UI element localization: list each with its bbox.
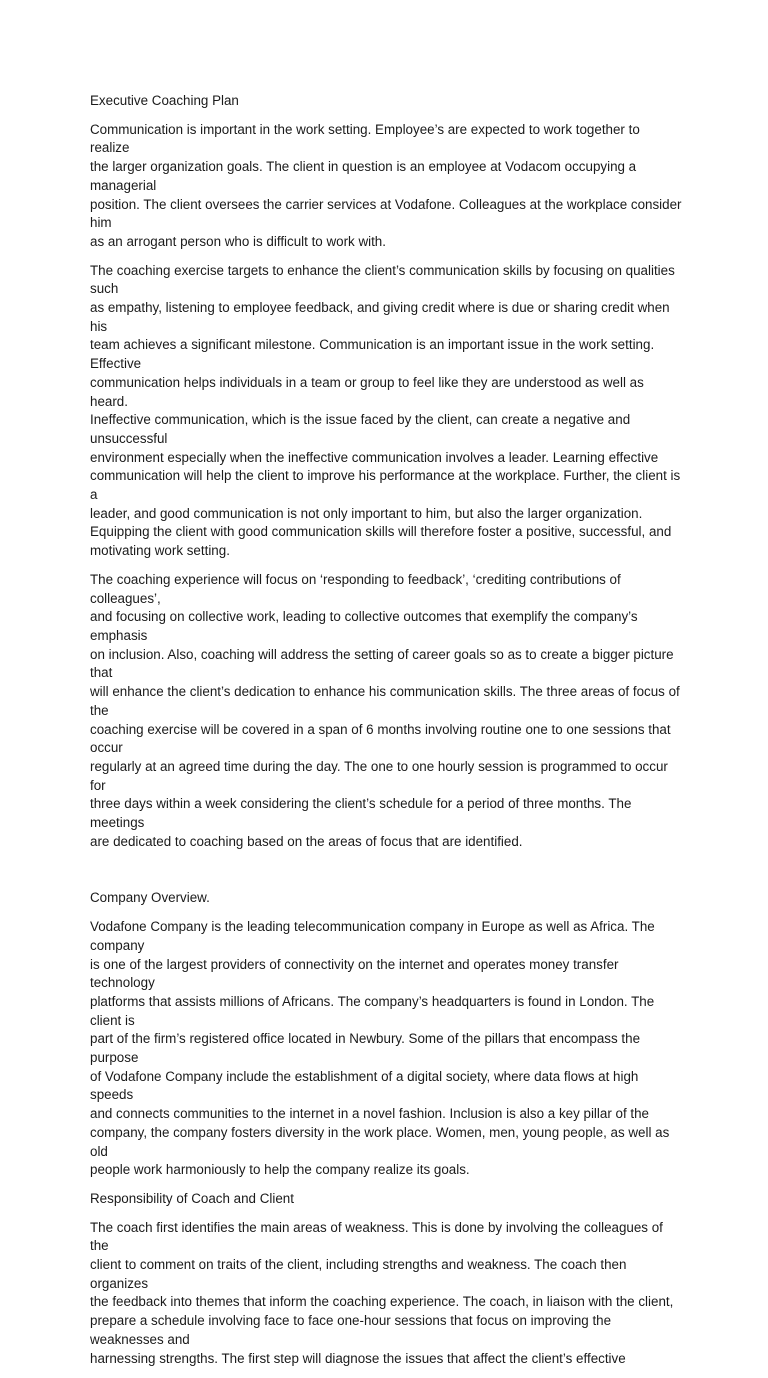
paragraph-company: Vodafone Company is the leading telecommunication company in Europe as well as Africa. The company is one of the largest providers of connectivity on the internet and operates money transfer technology platforms that assists millions of Africans. The company’s headquarters is found in London. The client is part of the firm’s registered office located in Newbury. Some of the pillars that encompass the purpose of Vodafone Company include the establishment of a digital society, where data flows at high speeds and connects communities to the internet in a novel fashion. Inclusion is also a key pillar of the company, the company fosters diversity in the work place. Women, men, young people, as well as old people work harmoniously to help the company realize its goals. [90,919,670,1178]
document-title: Executive Coaching Plan [90,93,239,108]
blank-line [90,861,682,889]
section-heading-company: Company Overview. [90,890,210,906]
document-body [90,92,682,1378]
paragraph-intro-2: The coaching exercise targets to enhance the client’s communication skills by focusing on qualities such as empathy, listening to employee feedback, and giving credit where is due or sharing credit when his team achieves a significant milestone. Communication is an important issue in the work setting. Effective communication helps individuals in a team or group to feel like they are understood as well as heard. Ineffective communication, which is the issue faced by the client, can create a negative and unsuccessful environment especially when the ineffective communication involves a leader. Learning effective communication will help the client to improve his performance at the workplace. Further, the client is a leader, and good communication is not only important to him, but also the larger organization. Equipping the client with good communication skills will therefore foster a positive, successful, and motivating work setting. [90,262,681,559]
paragraph-intro-3: The coaching experience will focus on ‘responding to feedback’, ‘crediting contributions of colleagues’, and focusing on collective work, leading to collective outcomes that exemplify the company’s emphasis on inclusion. Also, coaching will address the setting of career goals so as to create a bigger picture that will enhance the client’s dedication to enhance his communication skills. The three areas of focus of the coaching exercise will be covered in a span of 6 months involving routine one to one sessions that occur regularly at an agreed time during the day. The one to one hourly session is programmed to occur for three days within a week considering the client’s schedule for a period of three months. The meetings are dedicated to coaching based on the areas of focus that are identified. [90,571,680,849]
section-heading-responsibility: Responsibility of Coach and Client [90,1190,294,1206]
paragraph-intro-1: Communication is important in the work setting. Employee’s are expected to work together to realize the larger organization goals. The client in question is an employee at Vodacom occupying a managerial position. The client oversees the carrier services at Vodafone. Colleagues at the workplace consider him as an arrogant person who is difficult to work with. [90,121,682,249]
paragraph-responsibility: The coach first identifies the main areas of weakness. This is done by involving the colleagues of the client to comment on traits of the client, including strengths and weakness. The coach then organizes the feedback into themes that inform the coaching experience. The coach, in liaison with the client, prepare a schedule involving face to face one-hour sessions that focus on improving the weaknesses and harnessing strengths. The first step will diagnose the issues that affect the client’s effective [90,1219,674,1366]
